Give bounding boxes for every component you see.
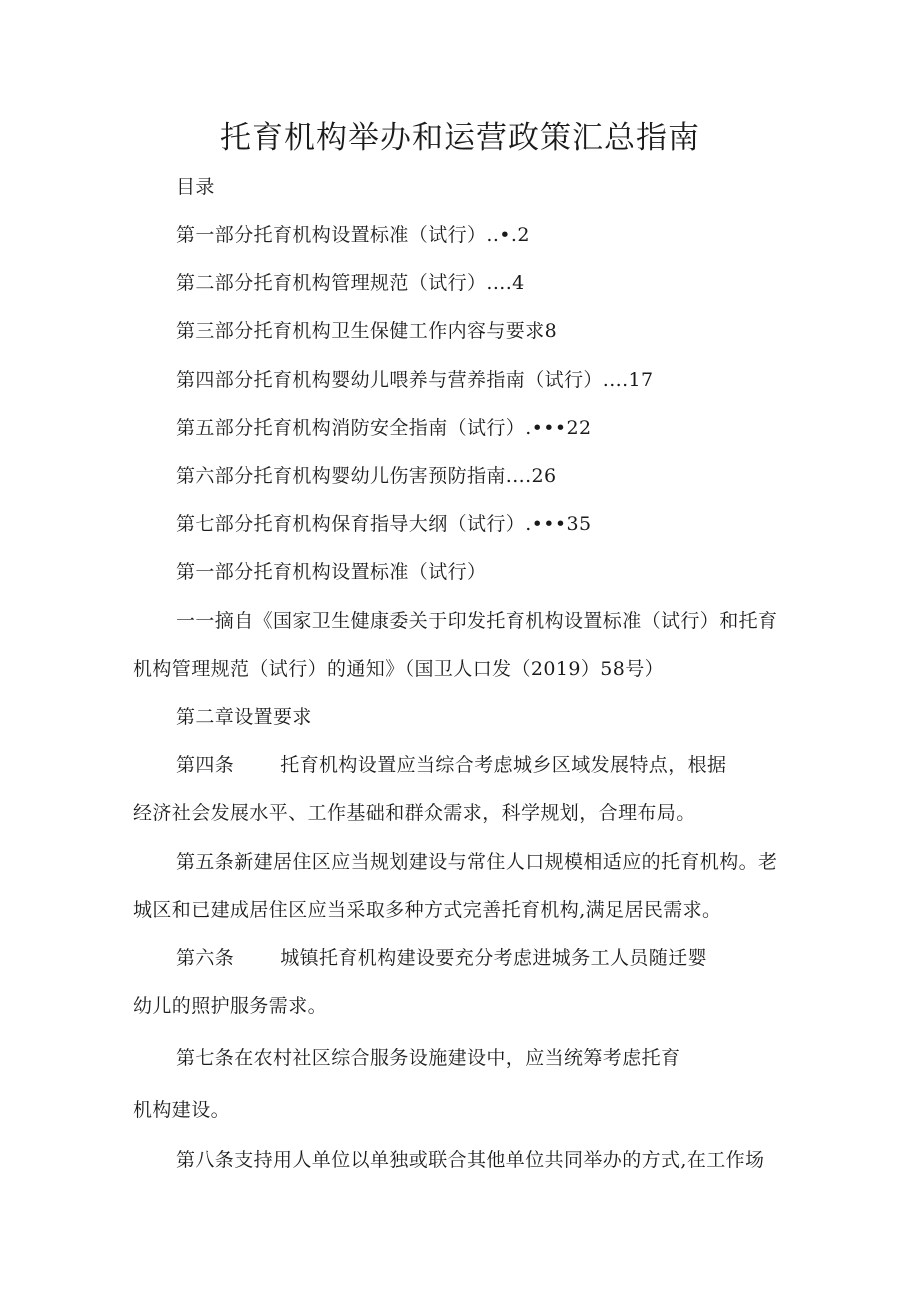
- article-5-continuation: 城区和已建成居住区应当采取多种方式完善托育机构,满足居民需求。: [133, 899, 722, 921]
- article-7-paragraph: 第七条在农村社区综合服务设施建设中，应当统筹考虑托育: [176, 1047, 681, 1069]
- section-heading: 第一部分托育机构设置标准（试行）: [176, 561, 487, 583]
- article-8-paragraph: 第八条支持用人单位以单独或联合其他单位共同举办的方式,在工作场: [176, 1149, 765, 1171]
- toc-entry: 第六部分托育机构婴幼儿伤害预防指南....26: [176, 465, 557, 487]
- article-6-continuation: 幼儿的照护服务需求。: [133, 995, 328, 1017]
- article-6-paragraph: [176, 945, 707, 971]
- chapter-heading: 第二章设置要求: [176, 706, 312, 728]
- article-7-continuation: 机构建设。: [133, 1099, 231, 1121]
- toc-entry: 第一部分托育机构设置标准（试行）..•.2: [176, 224, 530, 246]
- toc-entry: 第四部分托育机构婴幼儿喂养与营养指南（试行）....17: [176, 369, 654, 391]
- article-4-text: 托育机构设置应当综合考虑城乡区域发展特点，根据: [280, 754, 727, 776]
- source-citation-line: 一一摘自《国家卫生健康委关于印发托育机构设置标准（试行）和托育: [176, 610, 778, 632]
- article-4-continuation: 经济社会发展水平、工作基础和群众需求，科学规划，合理布局。: [133, 802, 696, 824]
- toc-heading: 目录: [176, 176, 215, 198]
- article-6-text: 城镇托育机构建设要充分考虑进城务工人员随迁婴: [280, 947, 708, 969]
- toc-entry: 第五部分托育机构消防安全指南（试行）.•••22: [176, 417, 592, 439]
- toc-entry: 第二部分托育机构管理规范（试行）....4: [176, 272, 525, 294]
- toc-entry: 第七部分托育机构保育指导大纲（试行）.•••35: [176, 513, 592, 535]
- article-4-label: 第四条: [176, 754, 235, 776]
- article-6-label: 第六条: [176, 947, 235, 969]
- toc-entry: 第三部分托育机构卫生保健工作内容与要求8: [176, 320, 558, 342]
- article-4-paragraph: [176, 752, 726, 778]
- source-citation-line: 机构管理规范（试行）的通知》（国卫人口发（2019）58号）: [133, 658, 665, 680]
- document-title: 托育机构举办和运营政策汇总指南: [220, 120, 700, 156]
- article-5-paragraph: 第五条新建居住区应当规划建设与常住人口规模相适应的托育机构。老: [176, 851, 778, 873]
